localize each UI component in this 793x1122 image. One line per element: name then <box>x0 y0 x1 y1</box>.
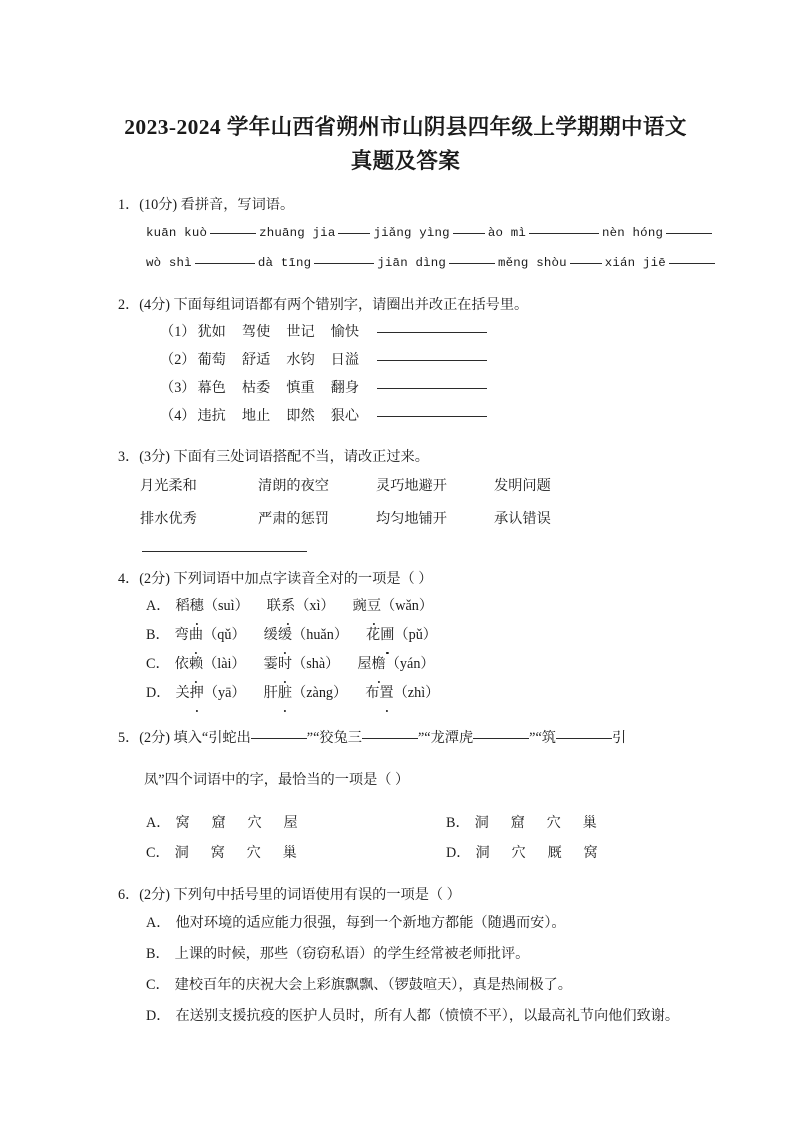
word: 舒适 <box>241 352 271 368</box>
answer-blank-line[interactable] <box>142 550 307 552</box>
group-label: （4） <box>160 408 196 424</box>
write-blank[interactable] <box>449 252 495 264</box>
dotted-char: 穗 <box>190 592 204 621</box>
option-label: D． <box>146 1008 171 1025</box>
word-pinyin: （suì） <box>203 598 249 614</box>
word: 翻身 <box>330 380 360 396</box>
word: 违抗 <box>197 408 226 424</box>
question-6 <box>118 884 693 1032</box>
write-blank[interactable] <box>195 252 255 264</box>
word-prefix: 霎 <box>263 656 278 672</box>
option-row-ab[interactable] <box>118 808 693 838</box>
option-char: 洞 <box>475 845 490 862</box>
option-text: 上课的时候，那些（窃窃私语）的学生经常被老师批评。 <box>174 946 530 963</box>
question-5-stem-line2: 凤”四个词语中的字，最恰当的一项是（ ） <box>144 772 410 789</box>
question-6-stem: 6．(2分) 下列句中括号里的词语使用有误的一项是（ ） <box>118 887 461 904</box>
word-pinyin: （zhì） <box>393 685 440 701</box>
pinyin-item: dà tīng <box>257 256 312 270</box>
word-pinyin: （lài） <box>203 656 246 672</box>
word-prefix: 弯 <box>174 627 189 643</box>
pinyin-item: xián jiē <box>604 256 666 270</box>
question-1-pinyin-row-1 <box>118 218 693 248</box>
word-pinyin: （yán） <box>385 656 435 672</box>
word-pinyin: （xì） <box>295 598 335 614</box>
option-word <box>264 679 348 708</box>
option-char: 厩 <box>547 845 562 862</box>
word-pinyin: （qǔ） <box>203 627 246 643</box>
page-title <box>118 110 693 178</box>
fill-blank[interactable] <box>251 726 307 739</box>
question-5 <box>118 724 693 868</box>
word-group-row <box>118 346 693 374</box>
option-c[interactable] <box>146 838 446 868</box>
dotted-char: 押 <box>190 679 204 708</box>
option-row-b[interactable] <box>118 939 693 970</box>
dotted-char: 赖 <box>189 650 203 679</box>
option-row-c[interactable] <box>118 650 693 679</box>
stem-part: 5．(2分) 填入“引蛇出 <box>118 730 251 746</box>
option-char: 穴 <box>247 815 262 832</box>
option-char: 穴 <box>246 845 261 862</box>
option-label: B． <box>146 627 170 643</box>
question-1-pinyin-row-2 <box>118 248 693 278</box>
option-row-d[interactable] <box>118 1001 693 1032</box>
write-blank[interactable] <box>529 222 599 234</box>
pinyin-item: měng shòu <box>498 256 567 270</box>
option-label: A． <box>146 915 171 932</box>
option-char: 窝 <box>210 845 225 862</box>
question-4-stem: 4．(2分) 下列词语中加点字读音全对的一项是（ ） <box>118 571 433 587</box>
word: 葡萄 <box>197 352 226 368</box>
write-blank[interactable] <box>666 222 712 234</box>
word: 愉快 <box>330 324 360 340</box>
option-label: C． <box>146 656 170 672</box>
word-prefix: 联 <box>266 598 281 614</box>
word: 狠心 <box>330 408 360 424</box>
option-label: B． <box>146 946 170 963</box>
word-pinyin: （shà） <box>292 656 340 672</box>
option-word <box>366 621 437 650</box>
word-prefix: 稻 <box>175 598 190 614</box>
option-b[interactable] <box>446 808 746 838</box>
option-label: D． <box>446 845 471 862</box>
group-label: （3） <box>160 380 196 396</box>
option-label: A． <box>146 815 171 832</box>
option-char: 穴 <box>511 845 526 862</box>
correction-blank[interactable] <box>377 320 487 333</box>
word-pinyin: （pǔ） <box>394 627 437 643</box>
word: 慎重 <box>286 380 315 396</box>
option-word <box>264 621 348 650</box>
phrase: 排水优秀 <box>140 511 197 527</box>
word-prefix: 关 <box>175 685 190 701</box>
word-pinyin: （huǎn） <box>292 627 349 643</box>
option-row-c[interactable] <box>118 970 693 1001</box>
write-blank[interactable] <box>210 222 256 234</box>
question-5-stem <box>118 724 693 752</box>
word-prefix: 布 <box>365 685 380 701</box>
question-1-stem: 1．(10分) 看拼音，写词语。 <box>118 197 295 213</box>
pinyin-item: jiān dìng <box>377 256 447 270</box>
option-char: 窝 <box>175 815 190 832</box>
stem-part: ”“狡兔三 <box>306 730 362 746</box>
option-row-cd[interactable] <box>118 838 693 868</box>
option-word <box>264 650 340 679</box>
word: 犹如 <box>197 324 226 340</box>
option-word <box>357 650 434 679</box>
option-row-a[interactable] <box>118 908 693 939</box>
option-text: 在送别支援抗疫的医护人员时，所有人都（愤愤不平），以最高礼节向他们致谢。 <box>175 1008 680 1025</box>
pinyin-item: ào mì <box>487 226 526 240</box>
word: 枯委 <box>241 380 271 396</box>
option-label: B． <box>446 815 470 832</box>
pinyin-item: zhuāng jia <box>259 226 336 240</box>
word-pinyin: （zàng） <box>292 685 348 701</box>
option-label: C． <box>146 845 170 862</box>
title-line-2: 真题及答案 <box>350 149 461 173</box>
option-label: A． <box>146 598 171 614</box>
question-3-stem: 3．(3分) 下面有三处词语搭配不当，请改正过来。 <box>118 449 429 465</box>
option-char: 窟 <box>211 815 226 832</box>
question-4 <box>118 568 693 708</box>
fill-blank[interactable] <box>473 726 529 739</box>
correction-blank[interactable] <box>377 404 487 417</box>
phrase: 严肃的惩罚 <box>258 511 329 527</box>
option-row-d[interactable] <box>118 679 693 708</box>
option-text: 他对环境的适应能力很强，每到一个新地方都能（随遇而安）。 <box>175 915 566 932</box>
option-char: 屋 <box>283 815 298 832</box>
option-char: 洞 <box>474 815 489 832</box>
option-char: 窟 <box>510 815 525 832</box>
option-text: 建校百年的庆祝大会上彩旗飘飘、（锣鼓喧天），真是热闹极了。 <box>174 977 572 994</box>
word: 水钧 <box>286 352 315 368</box>
option-row-b[interactable] <box>118 621 693 650</box>
word-pinyin: （yā） <box>203 685 246 701</box>
group-label: （1） <box>160 324 196 340</box>
stem-part: 引 <box>611 730 627 746</box>
option-word <box>175 621 246 650</box>
word-prefix: 豌 <box>352 598 367 614</box>
word-prefix: 依 <box>174 656 189 672</box>
stem-part: ”“筑 <box>529 730 556 746</box>
phrase: 均匀地铺开 <box>376 511 447 527</box>
option-word <box>175 592 248 621</box>
phrase: 发明问题 <box>494 478 551 494</box>
pinyin-item: nèn hóng <box>602 226 664 240</box>
word: 日溢 <box>330 352 360 368</box>
write-blank[interactable] <box>314 252 374 264</box>
pinyin-item: jiǎng yìng <box>373 226 450 240</box>
write-blank[interactable] <box>338 222 370 234</box>
option-char: 穴 <box>546 815 561 832</box>
stem-part: ”“龙潭虎 <box>417 730 474 746</box>
word: 地止 <box>241 408 271 424</box>
option-label: D． <box>146 685 171 701</box>
word: 世记 <box>286 324 315 340</box>
option-word <box>175 650 246 679</box>
word: 幕色 <box>197 380 226 396</box>
phrase: 灵巧地避开 <box>376 478 447 494</box>
option-d[interactable] <box>446 838 746 868</box>
option-char: 巢 <box>282 845 297 862</box>
write-blank[interactable] <box>570 252 602 264</box>
fill-blank[interactable] <box>362 726 418 739</box>
write-blank[interactable] <box>669 252 715 264</box>
question-2-stem: 2．(4分) 下面每组词语都有两个错别字，请圈出并改正在括号里。 <box>118 297 529 313</box>
word-prefix: 花 <box>366 627 381 643</box>
word-group-row <box>118 374 693 402</box>
dotted-char: 系 <box>281 592 295 621</box>
option-word <box>267 592 335 621</box>
word-prefix: 肝 <box>263 685 278 701</box>
question-1 <box>118 194 693 278</box>
word-group-row <box>118 402 693 430</box>
question-3 <box>118 446 693 552</box>
phrase: 承认错误 <box>494 511 551 527</box>
word: 驾使 <box>241 324 271 340</box>
word-prefix: 屋 <box>357 656 372 672</box>
word-pinyin: （wǎn） <box>381 598 434 614</box>
dotted-char: 置 <box>379 679 393 708</box>
option-label: C． <box>146 977 170 994</box>
correction-blank[interactable] <box>377 376 487 389</box>
question-2 <box>118 294 693 430</box>
title-line-1: 2023-2024 学年山西省朔州市山阴县四年级上学期期中语文 <box>124 115 687 139</box>
dotted-char: 圃 <box>380 621 394 650</box>
option-char: 窝 <box>583 845 598 862</box>
dotted-char: 豆 <box>367 592 381 621</box>
option-word <box>175 679 245 708</box>
phrase-row <box>118 470 693 503</box>
phrase: 清朗的夜空 <box>258 478 329 494</box>
option-word <box>353 592 433 621</box>
phrase-row <box>118 503 693 536</box>
word: 即然 <box>286 408 315 424</box>
word-prefix: 缓 <box>263 627 278 643</box>
option-char: 巢 <box>582 815 597 832</box>
option-char: 洞 <box>174 845 189 862</box>
dotted-char: 脏 <box>278 679 292 708</box>
group-label: （2） <box>160 352 196 368</box>
pinyin-item: wò shì <box>146 256 192 270</box>
pinyin-item: kuān kuò <box>146 226 208 240</box>
phrase: 月光柔和 <box>140 478 197 494</box>
option-a[interactable] <box>146 808 446 838</box>
dotted-char: 檐 <box>372 650 386 679</box>
word-group-row <box>118 318 693 346</box>
option-word <box>365 679 439 708</box>
fill-blank[interactable] <box>556 726 612 739</box>
correction-blank[interactable] <box>377 348 487 361</box>
option-row-a[interactable] <box>118 592 693 621</box>
dotted-char: 曲 <box>189 621 203 650</box>
dotted-char: 缓 <box>278 621 292 650</box>
write-blank[interactable] <box>453 222 485 234</box>
dotted-char: 时 <box>278 650 292 679</box>
